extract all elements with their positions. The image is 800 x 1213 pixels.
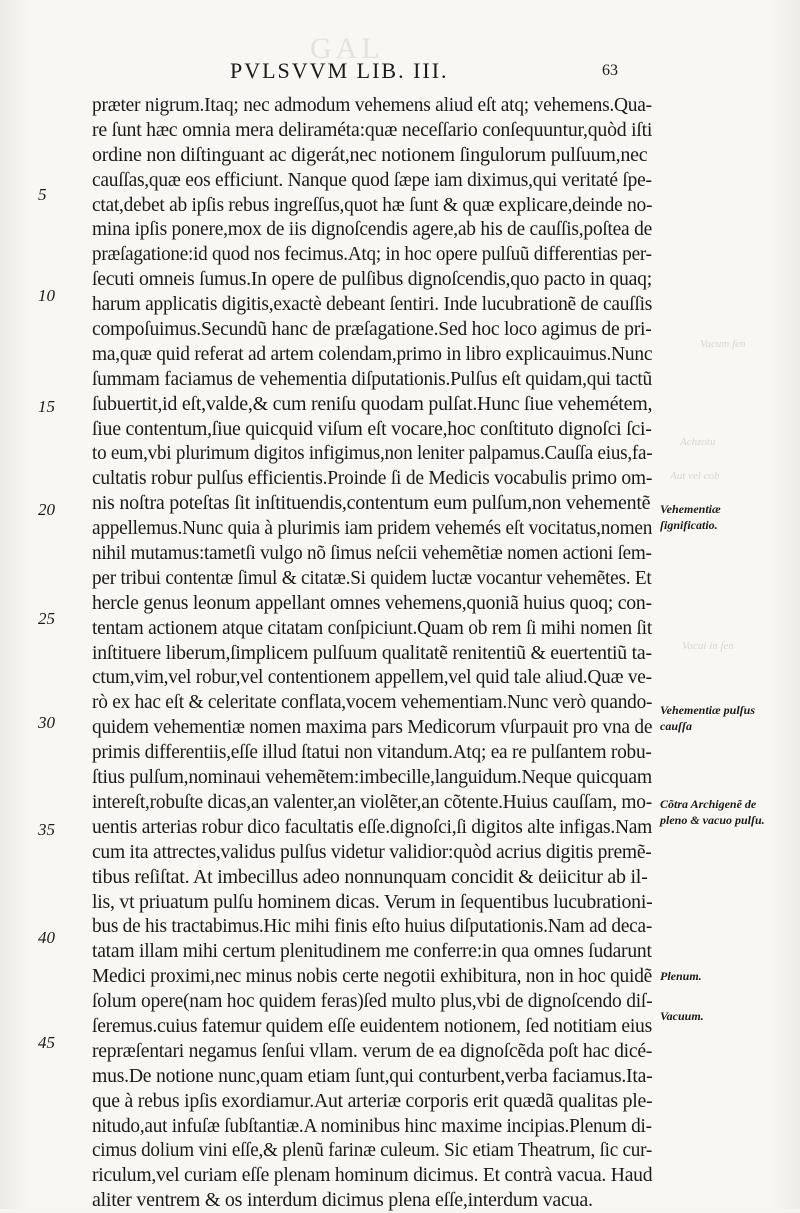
text-line: ſeremus.cuius fatemur quidem eſſe euidentem notionem, ſed notitiam eius	[92, 1014, 652, 1037]
text-line: appellemus.Nunc quia à plurimis iam pridem vehemés eſt vocitatus,nomen	[92, 517, 653, 540]
line-number: 35	[38, 820, 55, 839]
text-line: que à rebus ipſis exordiamur.Aut arteriæ corporis erit quædã qualitas ple-	[92, 1089, 653, 1112]
text-line: ctat,debet ab ipſis rebus ingreſſus,quot hæ ſunt & quæ explicare,deinde no-	[92, 193, 653, 216]
text-line: ſubuertit,id eſt,valde,& cum reniſu quodam pulſat.Hunc ſiue vehemétem,	[92, 392, 653, 415]
line-number: 5	[38, 185, 47, 204]
text-line: cimus dolium vini eſſe,& plenũ farinæ culeum. Sic etiam Theatrum, ſic cur-	[92, 1139, 653, 1162]
text-line: uentis arterias robur dico facultatis eſſe.dignoſci,ſi digitos alte infigas.Nam	[92, 815, 653, 838]
text-line: ſummam faciamus de vehementia diſputationis.Pulſus eſt quidam,qui tactũ	[92, 367, 653, 390]
text-line: to eum,vbi plurimum digitos infigimus,non leniter palpamus.Cauſſa eius,fa-	[92, 442, 653, 465]
text-line: ma,quæ quid referat ad artem colendam,primo in libro explicauimus.Nunc	[92, 342, 653, 365]
margin-note: Vacuum.	[660, 1009, 704, 1023]
text-line: nitudo,aut infuſæ ſubſtantiæ.A nominibus hinc maxime incipias.Plenum di-	[92, 1114, 652, 1137]
text-line: aliter ventrem & os interdum dicimus plena eſſe,interdum vacua.	[92, 1189, 593, 1212]
text-line: præſagatione:id quod nos fecimus.Atq; in hoc opere pulſuũ differentias per-	[92, 243, 652, 266]
line-number: 15	[38, 397, 55, 416]
text-line: præter nigrum.Itaq; nec admodum vehemens aliud eſt atq; vehemens.Qua-	[92, 94, 652, 116]
show-through-text: GAL	[310, 32, 384, 65]
margin-note: Cõtra Archigenẽ de pleno & vacuo pulſu.	[660, 797, 765, 827]
text-line: ſolum opere(nam hoc quidem feras)ſed multo plus,vbi de dignoſcendo diſ-	[92, 990, 653, 1013]
text-line: primis differentiis,eſſe illud ſtatui non vitandum.Atq; ea re pulſantem robu-	[92, 741, 652, 764]
text-line: bus de his tractabimus.Hic mihi finis eſto huius diſputationis.Nam ad deca-	[92, 915, 653, 938]
text-line: intereſt,robuſte dicas,an valenter,an violẽter,an cõtente.Huius cauſſam, mo-	[92, 790, 652, 813]
show-through-text: Aut vel cob	[670, 470, 720, 482]
text-line: lis, vt priuatum pulſu hominem dicas. Verum in ſequentibus lucubrationi-	[92, 890, 653, 913]
text-line: ctum,vim,vel robur,vel contentionem appellem,vel quid tale aliud.Quæ ve-	[92, 666, 652, 689]
line-number: 40	[38, 928, 55, 947]
text-line: harum applicatis digitis,exactè debeant ſentiri. Inde lucubrationẽ de cauſſis	[92, 293, 653, 316]
text-line: per tribui contentæ ſimul & citatæ.Si quidem luctæ vocantur vehemẽtes. Et	[92, 566, 652, 589]
body-text	[92, 93, 652, 1213]
text-line: riculum,vel curiam eſſe plenam hominum dicimus. Et contrà vacua. Haud	[92, 1164, 653, 1187]
line-number: 30	[38, 713, 55, 732]
text-line: cauſſas,quæ eos efficiunt. Nanque quod ſæpe iam diximus,qui veritaté ſpe-	[92, 168, 652, 191]
text-line: rò ex hac eſt & celeritate conflata,vocem vehementiam.Nunc verò quando-	[92, 691, 653, 714]
margin-note: Vehementiæ ſignificatio.	[660, 502, 721, 532]
margin-note: Plenum.	[660, 969, 702, 983]
show-through-text: Vacui in fen	[682, 640, 734, 652]
text-line: mus.De notione nunc,quam etiam ſunt,qui conturbent,verba faciamus.Ita-	[92, 1064, 653, 1087]
line-number: 45	[38, 1033, 55, 1052]
line-number: 20	[38, 500, 55, 519]
text-line: tibus reſiſtat. At imbecillus adeo nonnunquam concidit & deiicitur ab il-	[92, 865, 648, 888]
text-line: repræſentari negamus ſenſui vllam. verum de ea dignoſcẽda poſt hac dicé-	[92, 1039, 653, 1062]
margin-note: Vehementiæ pulſus cauſſa	[660, 703, 756, 733]
text-line: tatam illam mihi certum plenitudinem me conferre:in qua omnes ſudarunt	[92, 940, 652, 963]
page-number: 63	[602, 62, 618, 79]
text-line: Medici proximi,nec minus nobis certe negotii exhibitura, non in hoc quidẽ	[92, 965, 653, 988]
line-number: 10	[38, 286, 55, 305]
text-line: ſecuti omneis ſumus.In opere de pulſibus dignoſcendis,quo pacto in quaq;	[92, 268, 653, 291]
text-line: tentam actionem atque citatam conſpiciunt.Quam ob rem ſi mihi nomen ſit	[92, 616, 652, 639]
text-line: cultatis robur pulſus efficientis.Proinde ſi de Medicis vocabulis primo om-	[92, 467, 653, 490]
text-line: ordine non diſtinguant ac digerát,nec notionem ſingulorum pulſuum,nec	[92, 143, 648, 166]
show-through-text: Achzotu	[680, 436, 716, 448]
text-line: ſiue contentum,ſiue quicquid viſum eſt vocare,hoc conſtituto dignoſci ſci-	[92, 417, 652, 440]
running-head: PVLSVVM LIB. III.	[230, 58, 449, 83]
text-line: compoſuimus.Secundũ hanc de præſagatione.Sed hoc loco agimus de pri-	[92, 318, 652, 341]
text-line: ſtius pulſum,nominaui vehemẽtem:imbecille,languidum.Neque quicquam	[92, 766, 652, 789]
text-line: mina ipſis ponere,mox de iis dignoſcendis agere,ab his de cauſſis,poſtea de	[92, 218, 652, 241]
line-number: 25	[38, 609, 55, 628]
text-line: re ſunt hæc omnia mera deliraméta:quæ neceſſario conſequuntur,quòd iſti	[92, 118, 653, 141]
text-line: inſtituere liberum,ſimplicem pulſuum qualitatẽ renitentiũ & euertentiũ ta-	[92, 641, 652, 664]
text-line: nis noſtra poteſtas ſit inſtituendis,contentum eum pulſum,non vehementẽ	[92, 492, 651, 515]
text-line: hercle genus leonum appellant omnes vehemens,quoniã huius quoq; con-	[92, 591, 652, 614]
text-line: quidem vehementiæ nomen maxima pars Medicorum vſurpauit pro vna de	[92, 716, 653, 739]
show-through-text: Vacum fen	[700, 338, 746, 350]
text-line: cum ita attrectes,validus pulſus videtur validior:quòd acrius digitis premẽ-	[92, 840, 652, 863]
text-line: nihil mutamus:tametſi vulgo nõ ſimus neſcii vehemẽtiæ nomen actioni ſem-	[92, 542, 652, 565]
